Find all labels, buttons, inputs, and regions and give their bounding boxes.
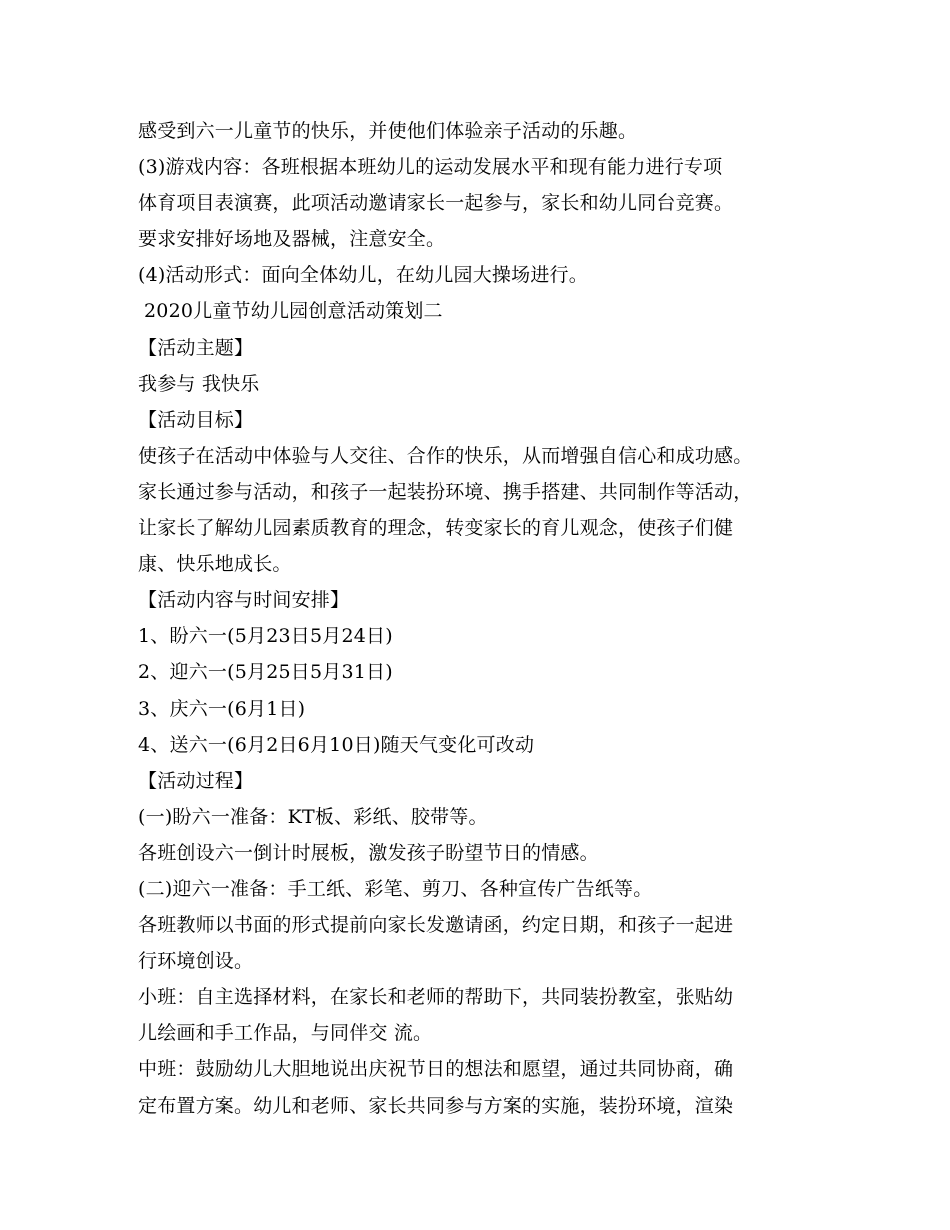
paragraph-line: 要求安排好场地及器械，注意安全。 [138,228,446,251]
paragraph-line: 让家长了解幼儿园素质教育的理念，转变家长的育儿观念，使孩子们健 [138,517,734,540]
paragraph-line: 各班创设六一倒计时展板，激发孩子盼望节日的情感。 [138,841,599,864]
paragraph-line: 中班：鼓励幼儿大胆地说出庆祝节日的想法和愿望，通过共同协商，确 [138,1058,734,1081]
section-label: 【活动内容与时间安排】 [138,589,350,612]
paragraph-line: 康、快乐地成长。 [138,553,292,576]
paragraph-line: 小班：自主选择材料，在家长和老师的帮助下，共同装扮教室，张贴幼 [138,986,734,1009]
list-item: 3、庆六一(6月1日) [138,697,306,720]
list-item: 1、盼六一(5月23日5月24日) [138,625,393,648]
section-heading: 2020儿童节幼儿园创意活动策划二 [144,300,443,323]
section-label: 【活动目标】 [138,408,254,431]
document-body [138,113,828,1124]
paragraph-line: (3)游戏内容：各班根据本班幼儿的运动发展水平和现有能力进行专项 [138,156,723,179]
paragraph-line: 定布置方案。幼儿和老师、家长共同参与方案的实施，装扮环境，渲染 [138,1094,734,1117]
paragraph-line: (一)盼六一准备：KT板、彩纸、胶带等。 [138,805,488,828]
paragraph-line: 我参与 我快乐 [138,372,260,395]
list-item: 2、迎六一(5月25日5月31日) [138,661,393,684]
paragraph-line: 家长通过参与活动，和孩子一起装扮环境、携手搭建、共同制作等活动， [138,480,753,503]
paragraph-line: (二)迎六一准备：手工纸、彩笔、剪刀、各种宣传广告纸等。 [138,877,653,900]
paragraph-line: 儿绘画和手工作品，与同伴交 流。 [138,1022,433,1045]
paragraph-line: 感受到六一儿童节的快乐，并使他们体验亲子活动的乐趣。 [138,120,638,142]
section-label: 【活动过程】 [138,769,254,792]
paragraph-line: 各班教师以书面的形式提前向家长发邀请函，约定日期，和孩子一起进 [138,914,734,937]
paragraph-line: (4)活动形式：面向全体幼儿，在幼儿园大操场进行。 [138,264,588,287]
paragraph-line: 使孩子在活动中体验与人交往、合作的快乐，从而增强自信心和成功感。 [138,444,753,467]
list-item: 4、送六一(6月2日6月10日)随天气变化可改动 [138,733,535,756]
paragraph-line: 行环境创设。 [138,950,254,973]
section-label: 【活动主题】 [138,336,254,359]
paragraph-line: 体育项目表演赛，此项活动邀请家长一起参与，家长和幼儿同台竞赛。 [138,192,734,215]
